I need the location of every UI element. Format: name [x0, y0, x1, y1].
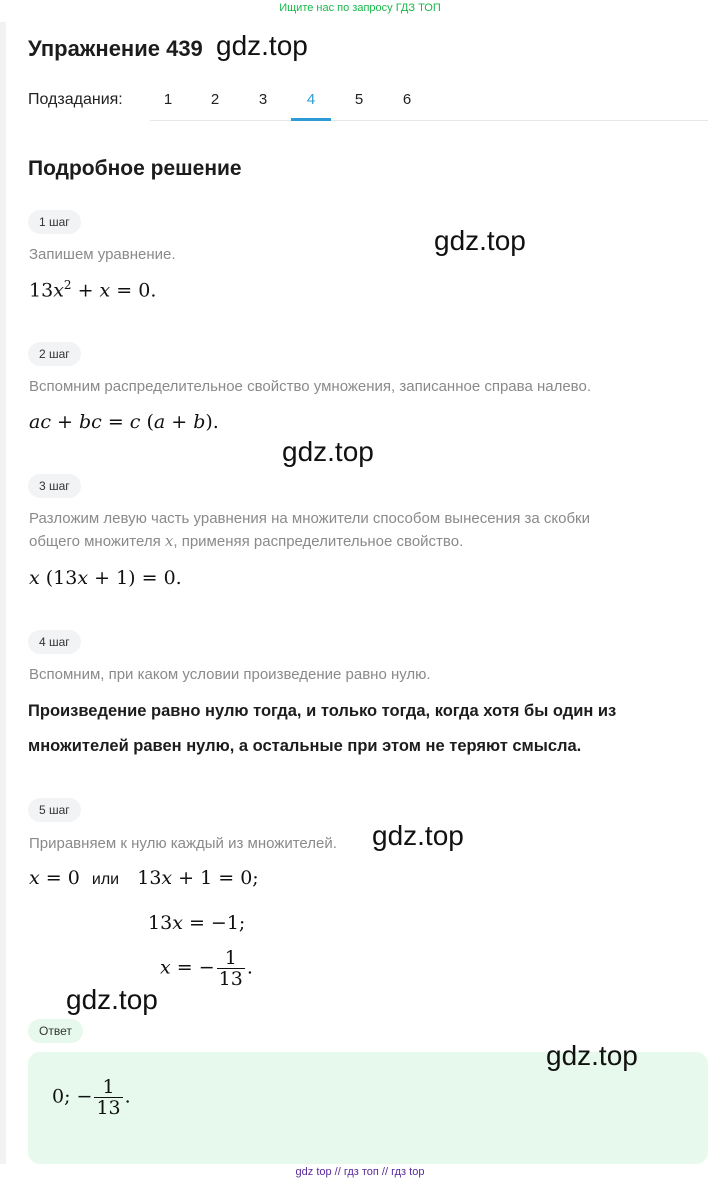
top-banner: Ищите нас по запросу ГДЗ ТОП — [279, 2, 441, 14]
watermark: gdz.top — [372, 820, 464, 851]
step-badge: 5 шаг — [28, 798, 81, 822]
step-hint: Вспомним, при каком условии произведение равно нулю. — [29, 666, 431, 683]
equation-5a: x = 0 или 13x + 1 = 0; — [29, 867, 259, 889]
footer-links[interactable]: gdz top // гдз топ // гдз top — [295, 1166, 425, 1178]
equation-3: x (13x + 1) = 0. — [29, 567, 182, 589]
subtask-tab-5[interactable]: 5 — [354, 91, 364, 108]
watermark: gdz.top — [216, 30, 308, 61]
subtask-tab-2[interactable]: 2 — [210, 91, 220, 108]
step-hint: Вспомним распределительное свойство умножения, записанное справа налево. — [29, 378, 591, 395]
equation-2: ac + bc = c (a + b). — [29, 411, 219, 433]
step-hint: Приравняем к нулю каждый из множителей. — [29, 835, 337, 852]
watermark: gdz.top — [546, 1040, 638, 1071]
step-hint: Запишем уравнение. — [29, 246, 176, 263]
subtask-tab-3[interactable]: 3 — [258, 91, 268, 108]
equation-1: $13x^2 + x = 0$. — [29, 278, 157, 302]
step-hint: Разложим левую часть уравнения на множители способом вынесения за скобки общего множителя x, применяя распределительное свойство. — [29, 510, 590, 550]
watermark: gdz.top — [66, 984, 158, 1015]
answer-value: 0; − $\frac{1}{13}$ . — [52, 1076, 131, 1119]
answer-badge: Ответ — [28, 1019, 83, 1043]
step-badge: 3 шаг — [28, 474, 81, 498]
left-divider — [0, 22, 6, 1164]
step-badge: 4 шаг — [28, 630, 81, 654]
subtasks-label: Подзадания: — [28, 91, 123, 108]
exercise-title: Упражнение 439 — [28, 36, 203, 61]
active-tab-indicator — [291, 118, 331, 121]
watermark: gdz.top — [434, 225, 526, 256]
subtask-tab-6[interactable]: 6 — [402, 91, 412, 108]
step-badge: 2 шаг — [28, 342, 81, 366]
subtask-tab-1[interactable]: 1 — [163, 91, 173, 108]
tabs-divider — [150, 120, 708, 121]
step-badge: 1 шаг — [28, 210, 81, 234]
section-title: Подробное решение — [28, 157, 242, 180]
equation-5c: x = − $\frac{1}{13}$ . — [160, 947, 253, 990]
subtask-tab-4[interactable]: 4 — [306, 91, 316, 108]
watermark: gdz.top — [282, 436, 374, 467]
equation-5b: 13x = −1; — [148, 912, 246, 934]
rule-text: Произведение равно нулю тогда, и только тогда, когда хотя бы один из множителей равен нулю, а остальные при этом не теряют смысла. — [28, 702, 617, 755]
